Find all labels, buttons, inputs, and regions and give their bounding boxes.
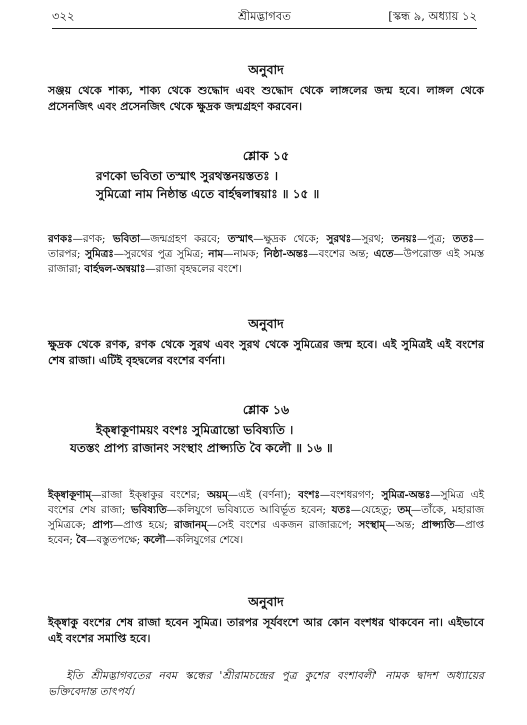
synonym-meaning: —অন্ত; [385,519,422,531]
synonym-word: তম্ [397,504,411,516]
synonym-word: নাম [208,248,224,260]
synonym-meaning: —পুত্র; [416,233,453,245]
synonym-meaning: —উপরোক্ত এই সমস্ত রাজারা; [48,248,485,275]
synonym-word: রণকঃ [48,233,73,245]
synonym-word: সুমিত্র-অন্তঃ [381,489,431,501]
verse-line-2: যতস্তং প্রাপ্য রাজানং সংস্থাং প্রাপ্স্যতি বৈ কলৌ ॥ ১৬ ॥ [70,441,333,455]
synonym-meaning: —সেই বংশের একজন রাজারূপে; [206,519,359,531]
verse-line-1: ইক্ষ্বাকূণাময়ং বংশঃ সুমিত্রান্তো ভবিষ্যতি । [96,423,294,437]
synonym-meaning: —সুরথ; [351,233,392,245]
synonym-meaning: —জন্মগ্রহণ করবে; [139,233,228,245]
synonym-meaning: —বংশধরগণ; [319,489,382,501]
synonym-word: বার্হদ্বল-অন্বয়াঃ [84,263,146,275]
running-title: শ্রীমদ্ভাগবত [238,9,291,23]
translation-text: ক্ষুদ্রক থেকে রণক, রণক থেকে সুরথ এবং সুরথ থেকে সুমিত্রের জন্ম হবে। এই সুমিত্রই এই বংশের শেষ রাজা। এটিই বৃহদ্বলের বংশের বর্ণনা। [48,338,484,367]
page-number: ৩২২ [52,9,75,23]
synonym-meaning: —প্রাপ্ত হয়ে; [112,519,175,531]
synonym-word: সংস্থাম্ [358,519,386,531]
synonym-meaning: —সুরথের পুত্র সুমিত্র; [113,248,209,260]
chapter-closing-note: ইতি শ্রীমদ্ভাগবতের নবম স্কন্ধের 'শ্রীরামচন্দ্রের পুত্র কুশের বংশাবলী' নামক দ্বাদশ অধ্যায়ের ভক্তিবেদান্ত তাৎপর্য। [48,669,484,698]
translation-heading: অনুবাদ [248,62,284,77]
synonym-meaning: —তাঁকে, মহারাজ সুমিত্রকে; [48,504,484,531]
synonym-meaning: —বস্তুতপক্ষে; [86,534,144,546]
synonym-word: তস্মাৎ [227,233,254,245]
synonym-meaning: —প্রাপ্ত হবেন; [48,519,484,546]
synonym-word: যতঃ [331,504,351,516]
verse-heading: শ্লোক ১৬ [242,402,290,417]
synonym-word: কলৌ [143,534,166,546]
chapter-reference: [স্কন্ধ ৯, অধ্যায় ১২ [388,9,477,23]
synonyms-15 [48,232,484,277]
synonym-word: ততঃ [452,233,474,245]
translation-section-1 [48,62,484,114]
synonym-word: ভবিষ্যতি [130,504,167,516]
verse-line-2: সুমিত্রো নাম নিষ্ঠান্ত এতে বার্হদ্বলান্বয়াঃ ॥ ১৫ ॥ [96,187,320,201]
verse-15-section [48,148,484,203]
synonym-meaning: —নামক; [223,248,264,260]
synonym-meaning: —সুমিত্র এই বংশের শেষ রাজা; [48,489,484,516]
synonym-meaning: —কলিযুগে ভবিষ্যতে আবির্ভূত হবেন; [166,504,332,516]
synonym-meaning: —এই (বর্ণনা); [227,489,299,501]
synonyms-16 [48,488,484,548]
synonym-meaning: —রাজা ইক্ষ্বাকুর বংশের; [91,489,208,501]
header-rule [52,28,477,29]
translation-text: সঞ্জয় থেকে শাক্য, শাক্য থেকে শুদ্ধোদ এবং শুদ্ধোদ থেকে লাঙ্গলের জন্ম হবে। লাঙ্গল থেকে প্রসেনজিৎ এবং প্রসেনজিৎ থেকে ক্ষুদ্রক জন্মগ্রহণ করবেন। [48,84,484,113]
translation-section-2 [48,316,484,368]
synonym-meaning: —তারপর; [48,233,484,260]
synonym-word: নিষ্ঠা-অন্তঃ [263,248,309,260]
synonym-word: অয়ম্ [207,489,228,501]
synonym-meaning: —কলিযুগের শেষে। [165,534,244,546]
synonym-word: প্রাপ্য [92,519,113,531]
translation-text: ইক্ষ্বাকু বংশের শেষ রাজা হবেন সুমিত্র। তারপর সূর্যবংশে আর কোন বংশধর থাকবেন না। এইভাবে এই বংশের সমাপ্তি হবে। [48,616,484,645]
synonym-meaning: —রাজা বৃহদ্বলের বংশে। [145,263,242,275]
translation-heading: অনুবাদ [248,316,284,331]
synonym-word: বৈ [76,534,87,546]
translation-heading: অনুবাদ [248,594,284,609]
synonym-meaning: —ক্ষুদ্রক থেকে; [253,233,327,245]
synonym-word: ভবিতা [112,233,140,245]
synonym-meaning: —যেহেতু; [350,504,398,516]
verse-16-section [48,402,484,457]
verse-text [48,167,484,203]
synonym-meaning: —বংশের অন্ত; [308,248,374,260]
synonym-word: এতে [373,248,394,260]
synonym-word: প্রাপ্স্যতি [421,519,455,531]
verse-text [48,421,484,457]
page-header [52,8,477,26]
synonym-word: সুমিত্রঃ [85,248,114,260]
synonym-meaning: —রণক; [72,233,113,245]
verse-heading: শ্লোক ১৫ [242,148,290,163]
verse-line-1: রণকো ভবিতা তস্মাৎ সুরথস্তনয়স্ততঃ । [96,169,279,183]
synonym-word: তনয়ঃ [391,233,417,245]
synonym-word: সুরথঃ [326,233,352,245]
synonym-word: ইক্ষ্বাকূণাম্ [48,489,92,501]
translation-section-3 [48,594,484,646]
synonym-word: রাজানম্ [174,519,207,531]
synonym-word: বংশঃ [298,489,320,501]
